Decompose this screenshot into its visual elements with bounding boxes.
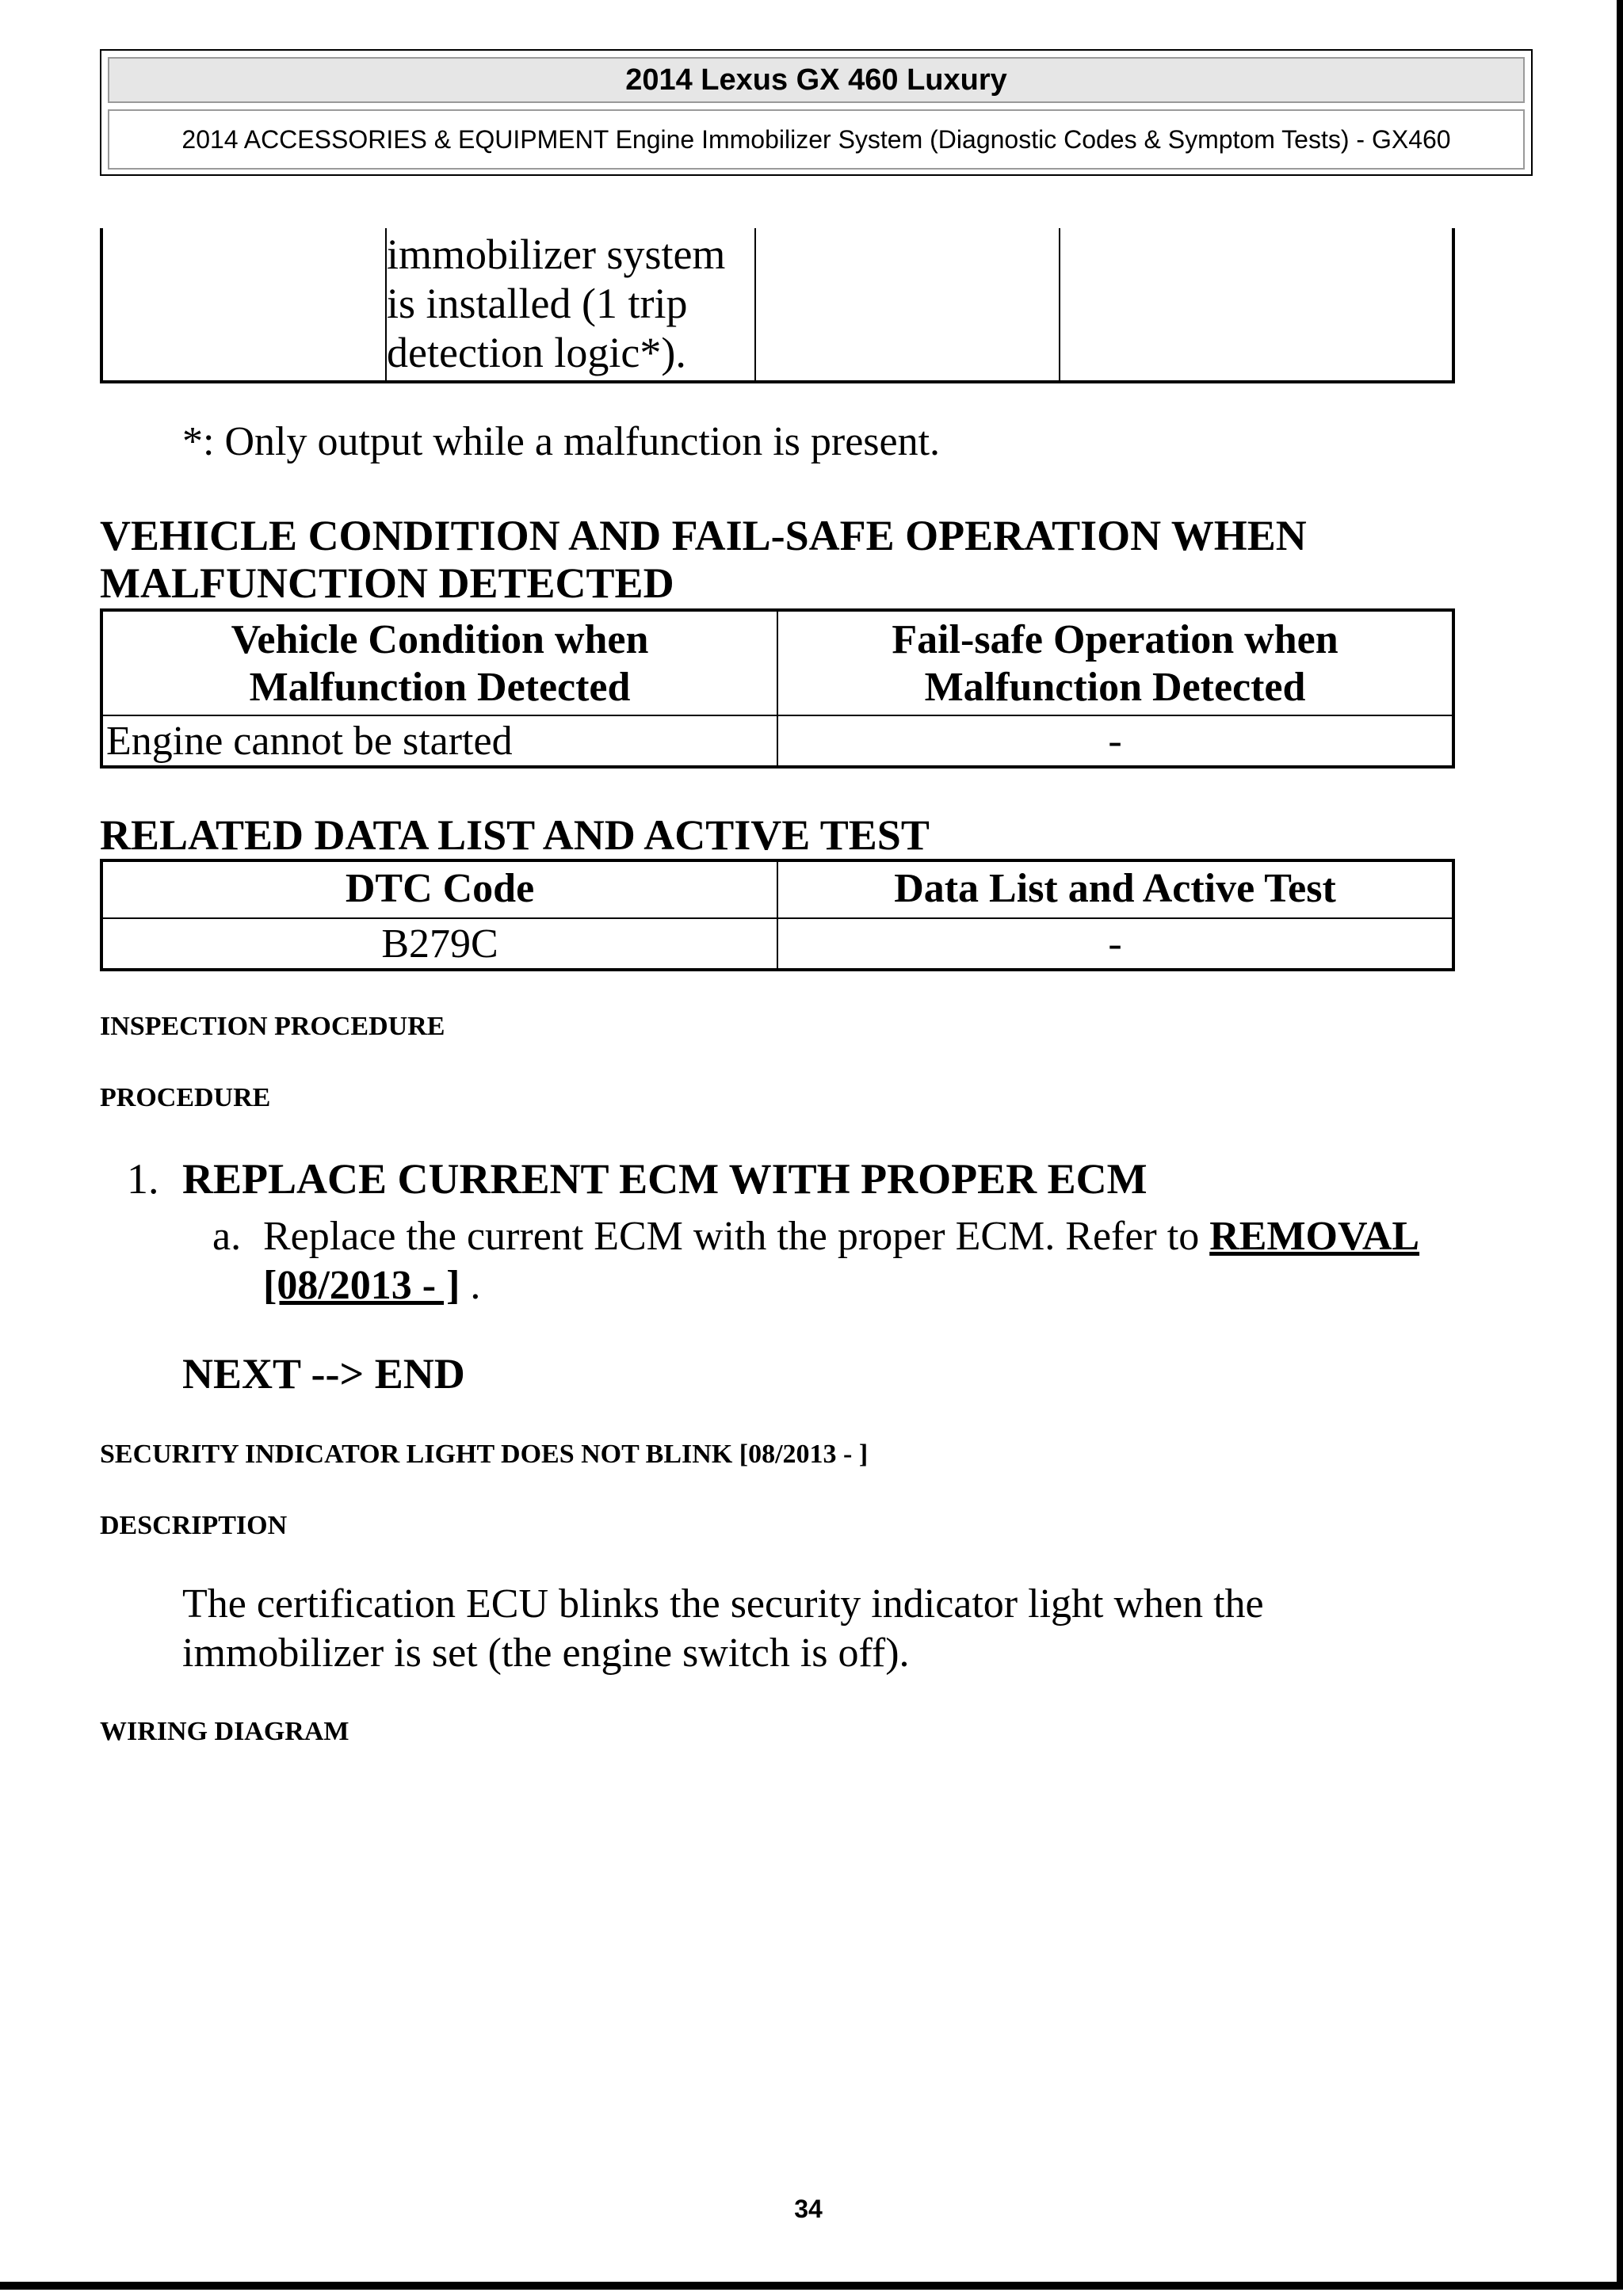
- header-line: Malfunction Detected: [924, 665, 1306, 710]
- procedure-heading: PROCEDURE: [100, 1083, 271, 1112]
- related-data-table: [100, 859, 1455, 971]
- description-line: immobilizer is set (the engine switch is off).: [182, 1630, 910, 1676]
- continued-line: immobilizer system: [387, 231, 726, 278]
- table-header-dtc-code: DTC Code: [345, 866, 535, 911]
- table-column-divider: [754, 228, 756, 380]
- table-cell-data-list: -: [1108, 921, 1122, 967]
- removal-link[interactable]: REMOVAL [08/2013 - ]: [263, 1214, 1420, 1308]
- substep-text: [263, 1212, 1515, 1310]
- header-subtitle: 2014 ACCESSORIES & EQUIPMENT Engine Immobilizer System (Diagnostic Codes & Symptom Tests) - GX460: [108, 109, 1525, 170]
- table-row-divider: [103, 715, 1452, 716]
- related-data-heading: RELATED DATA LIST AND ACTIVE TEST: [100, 811, 930, 859]
- continued-dtc-table: [100, 228, 1455, 383]
- description-heading: DESCRIPTION: [100, 1511, 288, 1540]
- table-cell-condition: Engine cannot be started: [106, 719, 513, 764]
- substep-end: .: [460, 1263, 481, 1308]
- table-cell-dtc-code: B279C: [381, 921, 498, 967]
- table-column-divider: [1059, 228, 1060, 380]
- header-line: Fail-safe Operation when: [892, 617, 1338, 662]
- table-header-vehicle-condition: [103, 616, 777, 711]
- next-step: NEXT --> END: [182, 1350, 465, 1398]
- step-number: 1.: [127, 1155, 159, 1203]
- step-title: REPLACE CURRENT ECM WITH PROPER ECM: [182, 1155, 1148, 1203]
- table-header-data-list: Data List and Active Test: [894, 866, 1336, 911]
- wiring-diagram-heading: WIRING DIAGRAM: [100, 1717, 349, 1746]
- continued-line: is installed (1 trip: [387, 280, 688, 327]
- security-indicator-heading: SECURITY INDICATOR LIGHT DOES NOT BLINK [08/2013 - ]: [100, 1440, 869, 1469]
- table-cell-operation: -: [1108, 719, 1122, 764]
- substep-body: Replace the current ECM with the proper ECM. Refer to: [263, 1214, 1210, 1259]
- heading-line: MALFUNCTION DETECTED: [100, 559, 674, 607]
- continued-cell-text: [387, 230, 751, 377]
- document-header: [100, 49, 1533, 176]
- substep-letter: a.: [212, 1214, 242, 1259]
- footnote: *: Only output while a malfunction is present.: [182, 419, 941, 464]
- vehicle-condition-heading: [100, 512, 1307, 607]
- header-line: Malfunction Detected: [249, 665, 631, 710]
- table-header-fail-safe: [778, 616, 1452, 711]
- continued-line: detection logic*).: [387, 329, 686, 376]
- inspection-procedure-heading: INSPECTION PROCEDURE: [100, 1012, 445, 1041]
- vehicle-condition-table: [100, 608, 1455, 769]
- description-line: The certification ECU blinks the security indicator light when the: [182, 1581, 1264, 1627]
- description-text: [182, 1580, 1450, 1678]
- page-number: 34: [794, 2195, 823, 2223]
- header-line: Vehicle Condition when: [231, 617, 649, 662]
- heading-line: VEHICLE CONDITION AND FAIL-SAFE OPERATION WHEN: [100, 512, 1307, 559]
- header-title: 2014 Lexus GX 460 Luxury: [108, 57, 1525, 103]
- table-row-divider: [103, 917, 1452, 919]
